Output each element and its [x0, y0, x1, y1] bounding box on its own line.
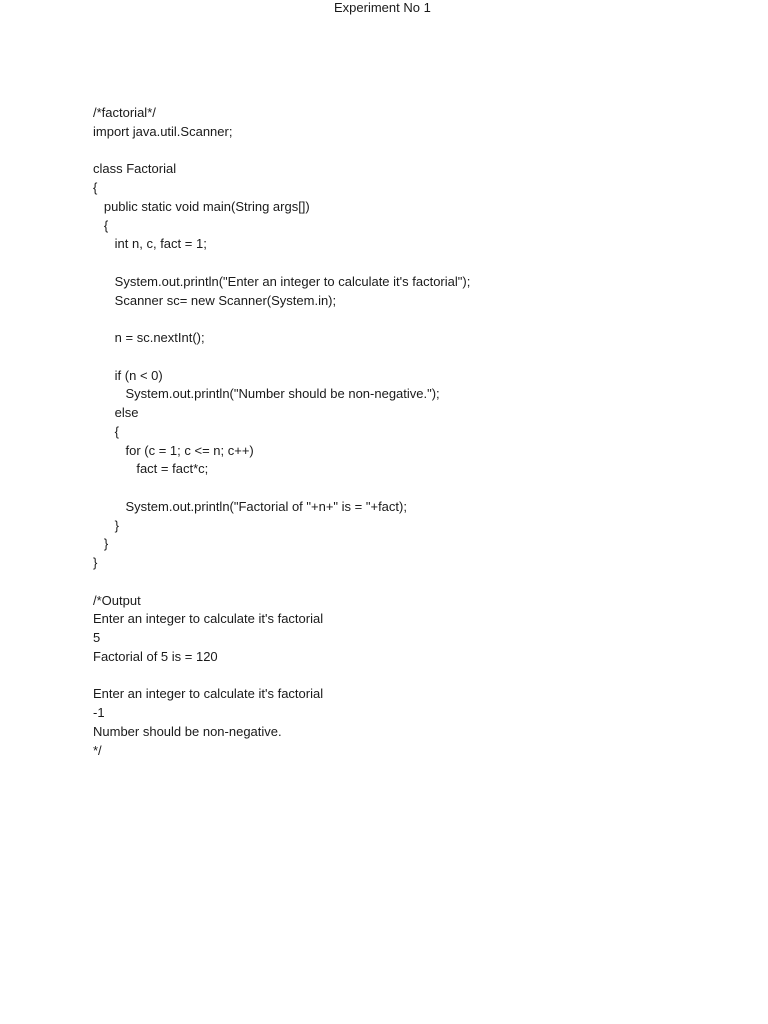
code-line: public static void main(String args[])	[93, 198, 310, 214]
code-line: Number should be non-negative.	[93, 723, 282, 739]
code-line	[93, 254, 733, 273]
code-line: System.out.println("Number should be non-negative.");	[93, 386, 440, 402]
code-line: if (n < 0)	[93, 367, 163, 383]
code-listing	[93, 104, 733, 760]
code-line: System.out.println("Enter an integer to calculate it's factorial");	[93, 273, 471, 289]
code-line: fact = fact*c;	[93, 461, 209, 477]
page-title: Experiment No 1	[334, 0, 431, 15]
code-line: /*factorial*/	[93, 105, 156, 120]
code-line: Factorial of 5 is = 120	[93, 648, 218, 664]
code-line: -1	[93, 705, 105, 720]
code-line: }	[93, 555, 98, 570]
code-line: }	[93, 536, 109, 552]
code-line: n = sc.nextInt();	[93, 330, 205, 345]
code-line	[93, 142, 733, 161]
code-line: }	[93, 517, 120, 533]
code-line	[93, 310, 733, 329]
code-line: for (c = 1; c <= n; c++)	[93, 442, 254, 458]
code-line	[93, 479, 733, 498]
code-line: class Factorial	[93, 161, 177, 177]
code-line: else	[93, 405, 139, 420]
code-line: {	[93, 217, 109, 233]
code-line: System.out.println("Factorial of "+n+" is = "+fact);	[93, 498, 407, 514]
code-line: int n, c, fact = 1;	[93, 236, 207, 252]
code-line: {	[93, 180, 98, 195]
code-line: 5	[93, 630, 101, 645]
code-line	[93, 348, 733, 367]
code-line: Enter an integer to calculate it's factorial	[93, 686, 324, 702]
code-line: Enter an integer to calculate it's factorial	[93, 611, 324, 627]
code-line: */	[93, 742, 102, 758]
code-line	[93, 667, 733, 686]
code-line: import java.util.Scanner;	[93, 123, 233, 139]
code-line	[93, 573, 733, 592]
code-line: Scanner sc= new Scanner(System.in);	[93, 292, 337, 308]
code-line: /*Output	[93, 592, 141, 608]
code-line: {	[93, 423, 120, 439]
